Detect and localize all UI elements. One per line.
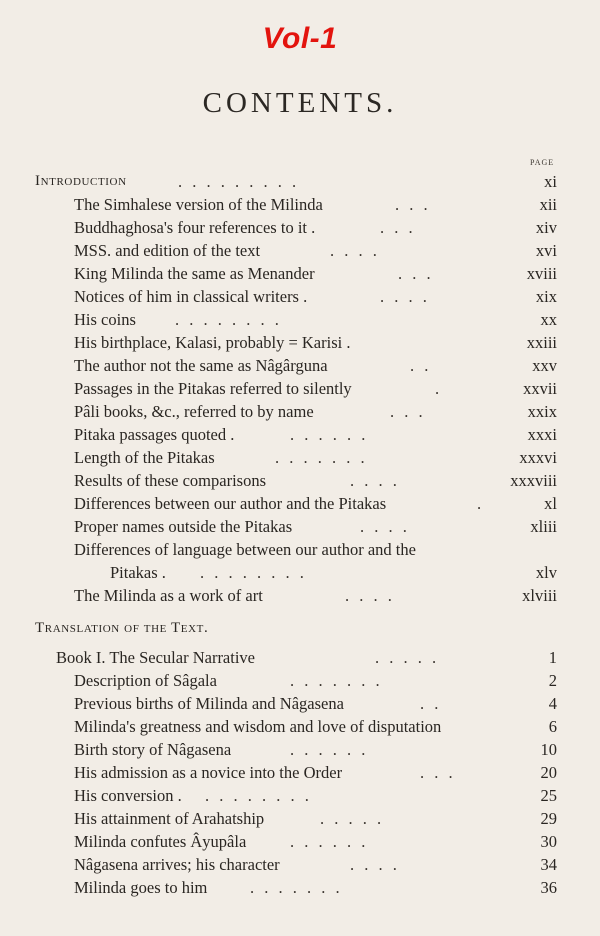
toc-leader-dots: . . . . . . . (275, 448, 368, 467)
toc-label: Length of the Pitakas (74, 448, 215, 467)
toc-entry[interactable] (0, 538, 600, 561)
toc-entry[interactable] (0, 761, 600, 784)
toc-leader-dots: . . . . . . . (250, 878, 343, 897)
volume-label: Vol-1 (262, 22, 338, 55)
toc-entry[interactable] (0, 669, 600, 692)
toc-entry[interactable] (0, 830, 600, 853)
toc-label: His admission as a novice into the Order (74, 763, 343, 782)
toc-entry[interactable] (0, 807, 600, 830)
toc-leader-dots: . . . (380, 218, 416, 237)
toc-label: Notices of him in classical writers . (74, 287, 308, 306)
toc-page-number: 2 (548, 671, 557, 690)
toc-label: Book I. The Secular Narrative (56, 648, 255, 667)
toc-entry[interactable] (0, 715, 600, 738)
toc-label: His attainment of Arahatship (74, 809, 265, 828)
toc-page-number: xi (544, 172, 557, 191)
toc-label: MSS. and edition of the text (74, 241, 261, 260)
toc-leader-dots: . . . . . . . (290, 671, 383, 690)
toc-page-number: xl (544, 494, 557, 513)
toc-page-number: 4 (548, 694, 557, 713)
toc-label: Birth story of Nâgasena (74, 740, 232, 759)
toc-entry[interactable] (0, 784, 600, 807)
toc-label: The Milinda as a work of art (74, 586, 263, 605)
toc-page-number: 30 (540, 832, 557, 851)
toc-section-introduction[interactable] (0, 170, 600, 193)
toc-leader-dots: . . . . (350, 855, 400, 874)
toc-entry[interactable] (0, 354, 600, 377)
toc-page-number: xxxviii (510, 471, 557, 490)
toc-entry[interactable] (0, 400, 600, 423)
toc-leader-dots: . (477, 494, 485, 513)
toc-entry[interactable] (0, 446, 600, 469)
toc-page-number: xx (540, 310, 557, 329)
toc-entry[interactable] (0, 193, 600, 216)
toc-leader-dots: . . . . . . (290, 832, 369, 851)
toc-page-number: xxvii (523, 379, 557, 398)
toc-page-number: 36 (540, 878, 557, 897)
toc-entry[interactable] (0, 515, 600, 538)
toc-leader-dots: . . . . . . . . (205, 786, 312, 805)
toc-label: Buddhaghosa's four references to it . (74, 218, 316, 237)
toc-page-number: xxxi (527, 425, 557, 444)
toc-leader-dots: . . . (398, 264, 434, 283)
page-title: CONTENTS. (202, 87, 398, 119)
toc-page-number: 6 (548, 717, 557, 736)
toc-page-number: 34 (540, 855, 557, 874)
toc-entry[interactable] (0, 692, 600, 715)
toc-entry[interactable] (0, 469, 600, 492)
toc-entry[interactable] (0, 584, 600, 607)
toc-label: Proper names outside the Pitakas (74, 517, 293, 536)
toc-leader-dots: . . (420, 694, 442, 713)
toc-label: Translation of the Text. (35, 620, 209, 636)
toc-page-number: 25 (540, 786, 557, 805)
toc-leader-dots: . . . . (350, 471, 400, 490)
toc-leader-dots: . . . . (360, 517, 410, 536)
toc-page-number: xix (535, 287, 557, 306)
table-of-contents (0, 170, 600, 899)
toc-label: The Simhalese version of the Milinda (74, 195, 323, 214)
toc-leader-dots: . . . . . . . . (175, 310, 282, 329)
toc-leader-dots: . . . . . . . . . (178, 172, 300, 191)
toc-label: Pâli books, &c., referred to by name (74, 402, 314, 421)
toc-entry[interactable] (0, 262, 600, 285)
toc-page-number: xvi (535, 241, 557, 260)
toc-entry[interactable] (0, 331, 600, 354)
toc-entry[interactable] (0, 876, 600, 899)
toc-entry[interactable] (0, 738, 600, 761)
toc-label: King Milinda the same as Menander (74, 264, 315, 283)
toc-label: Introduction (35, 173, 127, 189)
toc-leader-dots: . . . . (380, 287, 430, 306)
toc-label: Passages in the Pitakas referred to silently (74, 379, 352, 398)
toc-leader-dots: . . . . . (375, 648, 440, 667)
toc-leader-dots: . (435, 379, 443, 398)
toc-leader-dots: . . (410, 356, 432, 375)
toc-label: Pitakas . (110, 563, 166, 582)
toc-label: Description of Sâgala (74, 671, 217, 690)
toc-label: Milinda goes to him (74, 878, 208, 897)
toc-label: Previous births of Milinda and Nâgasena (74, 694, 344, 713)
toc-page-number: 1 (548, 648, 557, 667)
toc-label: Nâgasena arrives; his character (74, 855, 280, 874)
toc-entry[interactable] (0, 239, 600, 262)
toc-section-translation[interactable] (0, 617, 600, 640)
toc-entry[interactable] (0, 853, 600, 876)
toc-label: The author not the same as Nâgârguna (74, 356, 328, 375)
toc-entry[interactable] (0, 377, 600, 400)
toc-entry[interactable] (0, 308, 600, 331)
toc-leader-dots: . . . (420, 763, 456, 782)
toc-label: Differences between our author and the Pitakas (74, 494, 387, 513)
toc-label: His conversion . (74, 786, 182, 805)
toc-entry[interactable] (0, 285, 600, 308)
toc-label: His coins (74, 310, 136, 329)
toc-page-number: xxv (532, 356, 557, 375)
toc-book-entry[interactable] (0, 646, 600, 669)
toc-page-number: xlviii (522, 586, 557, 605)
toc-entry[interactable] (0, 216, 600, 239)
page-column-header: PAGE (530, 158, 555, 167)
toc-entry[interactable] (0, 423, 600, 446)
toc-label: Differences of language between our author and the (74, 540, 416, 559)
toc-leader-dots: . . . . . . (290, 740, 369, 759)
toc-label: Milinda's greatness and wisdom and love of disputation (74, 717, 442, 736)
toc-page-number: xviii (526, 264, 557, 283)
toc-label: Milinda confutes Âyupâla (74, 832, 247, 851)
toc-page-number: xxxvi (519, 448, 557, 467)
toc-leader-dots: . . . . . (320, 809, 385, 828)
toc-leader-dots: . . . . (330, 241, 380, 260)
toc-page-number: xlv (535, 563, 557, 582)
toc-page-number: 20 (540, 763, 557, 782)
toc-page-number: xxix (527, 402, 557, 421)
toc-entry[interactable] (0, 492, 600, 515)
toc-page-number: xxiii (526, 333, 557, 352)
toc-page-number: xliii (530, 517, 557, 536)
toc-page-number: xiv (535, 218, 557, 237)
toc-label: Results of these comparisons (74, 471, 267, 490)
toc-leader-dots: . . . . (345, 586, 395, 605)
toc-leader-dots: . . . (390, 402, 426, 421)
toc-leader-dots: . . . . . . (290, 425, 369, 444)
toc-page-number: 29 (540, 809, 557, 828)
toc-page-number: 10 (540, 740, 557, 759)
toc-label: His birthplace, Kalasi, probably = Karisi . (74, 333, 351, 352)
toc-entry[interactable] (0, 561, 600, 584)
toc-page-number: xii (539, 195, 557, 214)
toc-label: Pitaka passages quoted . (74, 425, 235, 444)
toc-leader-dots: . . . (395, 195, 431, 214)
toc-leader-dots: . . . . . . . . (200, 563, 307, 582)
